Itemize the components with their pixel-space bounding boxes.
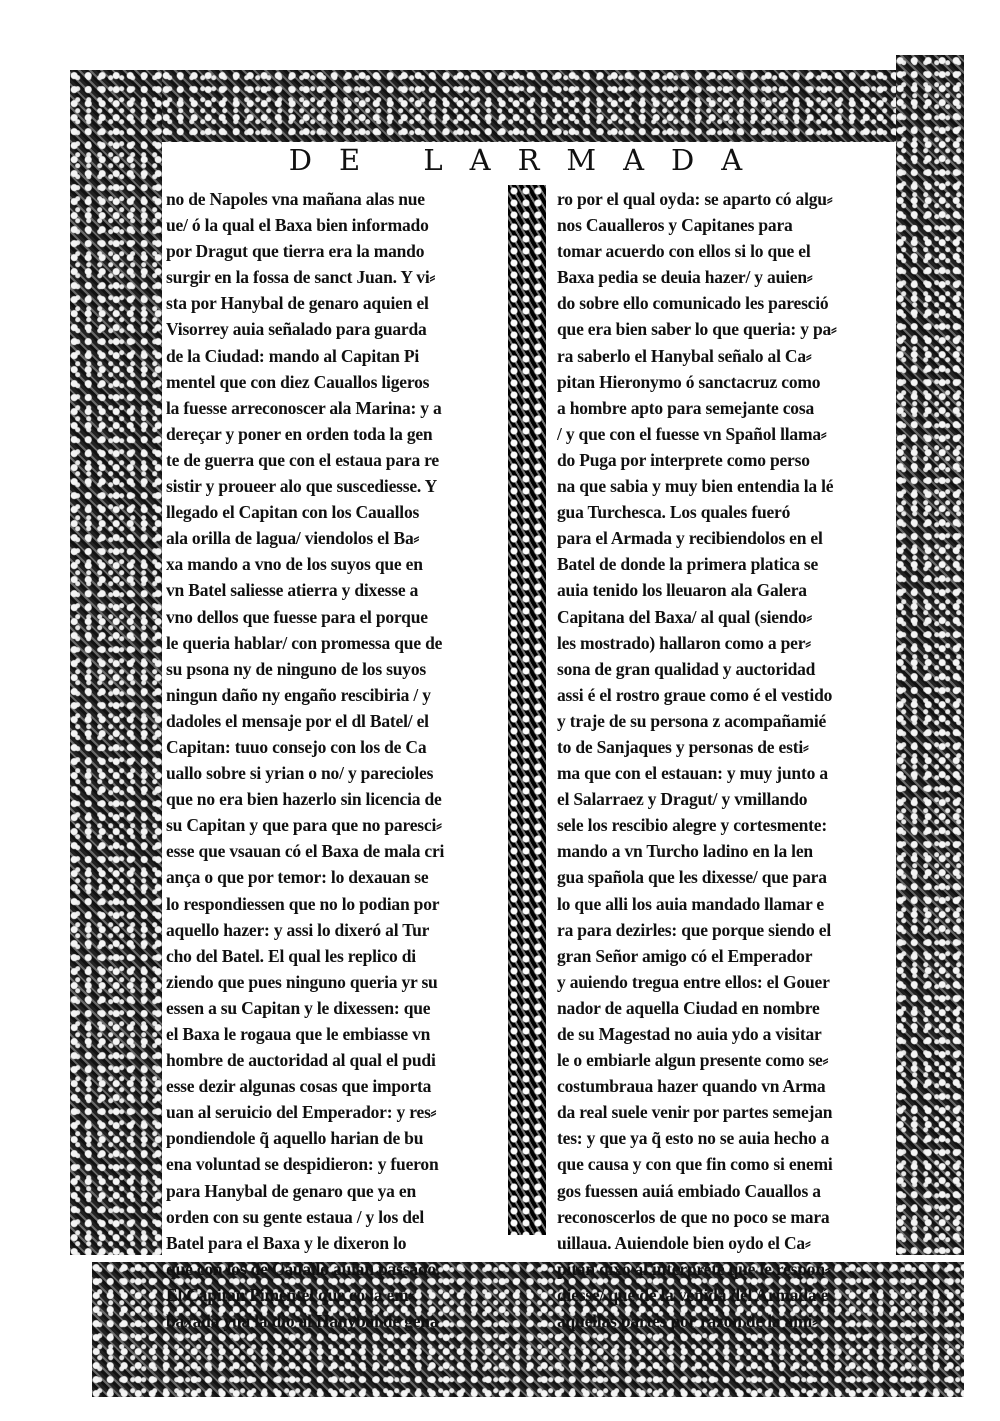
ornamental-border-left — [70, 70, 162, 1255]
text-line: aquellas partes por razon de la ami⸗ — [557, 1311, 818, 1332]
text-line: nos Caualleros y Capitanes para — [557, 215, 793, 236]
text-column-right — [557, 186, 897, 1334]
text-line: na que sabia y muy bien entendia la lé — [557, 476, 834, 497]
text-line: ue/ ó la qual el Baxa bien informado — [166, 215, 429, 236]
text-line: el Salarraez y Dragut/ y vmillando — [557, 789, 808, 810]
text-line: sta por Hanybal de genaro aquien el — [166, 293, 429, 314]
text-line: baxada yua la dio al Hanybal de gena — [166, 1311, 439, 1332]
text-line: vn Batel saliesse atierra y dixesse a — [166, 580, 419, 601]
text-line: para Hanybal de genaro que ya en — [166, 1180, 416, 1201]
text-line: por Dragut que tierra era la mando — [166, 241, 425, 262]
text-line: mando a vn Turcho ladino en la len — [557, 841, 813, 862]
text-line: ança o que por temor: lo dexauan se — [166, 867, 429, 888]
text-line: que no era bien hazerlo sin licencia de — [166, 789, 442, 810]
text-line: gos fuessen auiá embiado Cauallos a — [557, 1180, 821, 1201]
text-line: esse dezir algunas cosas que importa — [166, 1076, 432, 1097]
text-column-left — [166, 186, 506, 1334]
ornamental-border-right — [896, 55, 964, 1255]
text-line: to de Sanjaques y personas de esti⸗ — [557, 736, 809, 757]
text-line: de la Ciudad: mando al Capitan Pi — [166, 345, 420, 366]
text-line: te de guerra que con el estaua para re — [166, 449, 439, 470]
text-line: dereçar y poner en orden toda la gen — [166, 423, 433, 444]
text-line: Capitan: tuuo consejo con los de Ca — [166, 736, 427, 757]
text-line: aquello hazer: y assi lo dixeró al Tur — [166, 919, 430, 940]
text-line: xa mando a vno de los suyos que en — [166, 554, 423, 575]
text-line: ningun daño ny engaño rescibiria / y — [166, 684, 431, 705]
text-line: do sobre ello comunicado les paresció — [557, 293, 829, 314]
text-line: uallo sobre si yrian o no/ y parecioles — [166, 763, 434, 784]
text-line: sistir y proueer alo que suscediesse. Y — [166, 476, 438, 497]
text-line: esse que vsauan có el Baxa de mala cri — [166, 841, 445, 862]
text-line: / y que con el fuesse vn Spañol llama⸗ — [557, 423, 827, 444]
text-line: El Capitan Pimentel que có la em⸗ — [166, 1284, 415, 1305]
text-line: les mostrado) hallaron como a per⸗ — [557, 632, 811, 653]
text-line: pondiendole q̃ aquello harian de bu — [166, 1128, 424, 1149]
text-line: essen a su Capitan y le dixessen: que — [166, 997, 431, 1018]
ornamental-border-top — [162, 70, 896, 142]
text-line: sele los rescibio alegre y cortesmente: — [557, 815, 827, 836]
text-line: ma que con el estauan: y muy junto a — [557, 763, 828, 784]
text-line: a hombre apto para semejante cosa — [557, 397, 815, 418]
text-line: que con los de Cauallo auian passado. — [166, 1258, 441, 1279]
text-line: sona de gran qualidad y auctoridad — [557, 658, 816, 679]
text-line: assi é el rostro graue como é el vestido — [557, 684, 833, 705]
text-line: ena voluntad se despidieron: y fueron — [166, 1154, 439, 1175]
text-line: uillaua. Auiendole bien oydo el Ca⸗ — [557, 1232, 811, 1253]
text-line: ra para dezirles: que porque siendo el — [557, 919, 832, 940]
text-line: orden con su gente estaua / y los del — [166, 1206, 425, 1227]
text-line: la fuesse arreconoscer ala Marina: y a — [166, 397, 442, 418]
text-line: que causa y con que fin como si enemi — [557, 1154, 833, 1175]
text-line: da real suele venir por partes semejan — [557, 1102, 833, 1123]
text-line: gran Señor amigo có el Emperador — [557, 945, 813, 966]
text-line: pitan Hieronymo ó sanctacruz como — [557, 371, 821, 392]
text-line: ala orilla de lagua/ viendolos el Ba⸗ — [166, 528, 420, 549]
text-line: gua spañola que les dixesse/ que para — [557, 867, 827, 888]
text-line: tomar acuerdo con ellos si lo que el — [557, 241, 811, 262]
text-line: dadoles el mensaje por el dl Batel/ el — [166, 710, 429, 731]
running-head: DE LARMADA — [288, 143, 770, 177]
text-line: hombre de auctoridad al qual el pudi — [166, 1050, 436, 1071]
text-line: y auiendo tregua entre ellos: el Gouer — [557, 971, 830, 992]
text-line: le queria hablar/ con promessa que de — [166, 632, 443, 653]
text-line: su psona ny de ninguno de los suyos — [166, 658, 426, 679]
text-line: de su Magestad no auia ydo a visitar — [557, 1024, 822, 1044]
text-line: uan al seruicio del Emperador: y res⸗ — [166, 1102, 437, 1123]
text-line: diesse/ que de la venida del Armada é — [557, 1284, 829, 1305]
text-line: lo respondiessen que no lo podian por — [166, 893, 440, 914]
text-line: no de Napoles vna mañana alas nue — [166, 189, 425, 209]
column-divider-ornament — [508, 185, 546, 1235]
text-line: ziendo que pues ninguno queria yr su — [166, 971, 438, 992]
text-line: cho del Batel. El qual les replico di — [166, 945, 416, 966]
text-line: Batel de donde la primera platica se — [557, 554, 819, 575]
text-line: Batel para el Baxa y le dixeron lo — [166, 1232, 407, 1253]
text-line: le o embiarle algun presente como se⸗ — [557, 1050, 829, 1071]
text-line: para el Armada y recibiendolos en el — [557, 528, 823, 549]
text-line: costumbraua hazer quando vn Arma — [557, 1076, 826, 1097]
text-line: Baxa pedia se deuia hazer/ y auien⸗ — [557, 267, 813, 288]
text-line: do Puga por interprete como perso — [557, 449, 810, 470]
text-line: que era bien saber lo que queria: y pa⸗ — [557, 319, 837, 340]
text-line: Capitana del Baxa/ al qual (siendo⸗ — [557, 606, 813, 627]
text-line: el Baxa le rogaua que le embiasse vn — [166, 1024, 431, 1044]
text-line: surgir en la fossa de sanct Juan. Y vi⸗ — [166, 267, 436, 288]
text-line: llegado el Capitan con los Cauallos — [166, 502, 420, 523]
text-line: auia tenido los lleuaron ala Galera — [557, 580, 807, 601]
text-line: Visorrey auia señalado para guarda — [166, 319, 427, 340]
text-line: vno dellos que fuesse para el porque — [166, 606, 428, 627]
text-line: reconoscerlos de que no poco se mara — [557, 1206, 830, 1227]
text-line: ra saberlo el Hanybal señalo al Ca⸗ — [557, 345, 812, 366]
text-line: y traje de su persona z acompañamié — [557, 710, 827, 731]
text-line: nador de aquella Ciudad en nombre — [557, 997, 820, 1018]
text-line: mentel que con diez Cauallos ligeros — [166, 371, 430, 392]
text-line: tes: y que ya q̃ esto no se auia hecho a — [557, 1128, 830, 1149]
text-line: lo que alli los auia mandado llamar e — [557, 893, 824, 914]
text-line: ro por el qual oyda: se aparto có algu⸗ — [557, 189, 833, 209]
text-line: su Capitan y que para que no paresci⸗ — [166, 815, 442, 836]
text-line: pitan dixo al interprete que le respon⸗ — [557, 1258, 831, 1279]
text-line: gua Turchesca. Los quales fueró — [557, 502, 791, 523]
